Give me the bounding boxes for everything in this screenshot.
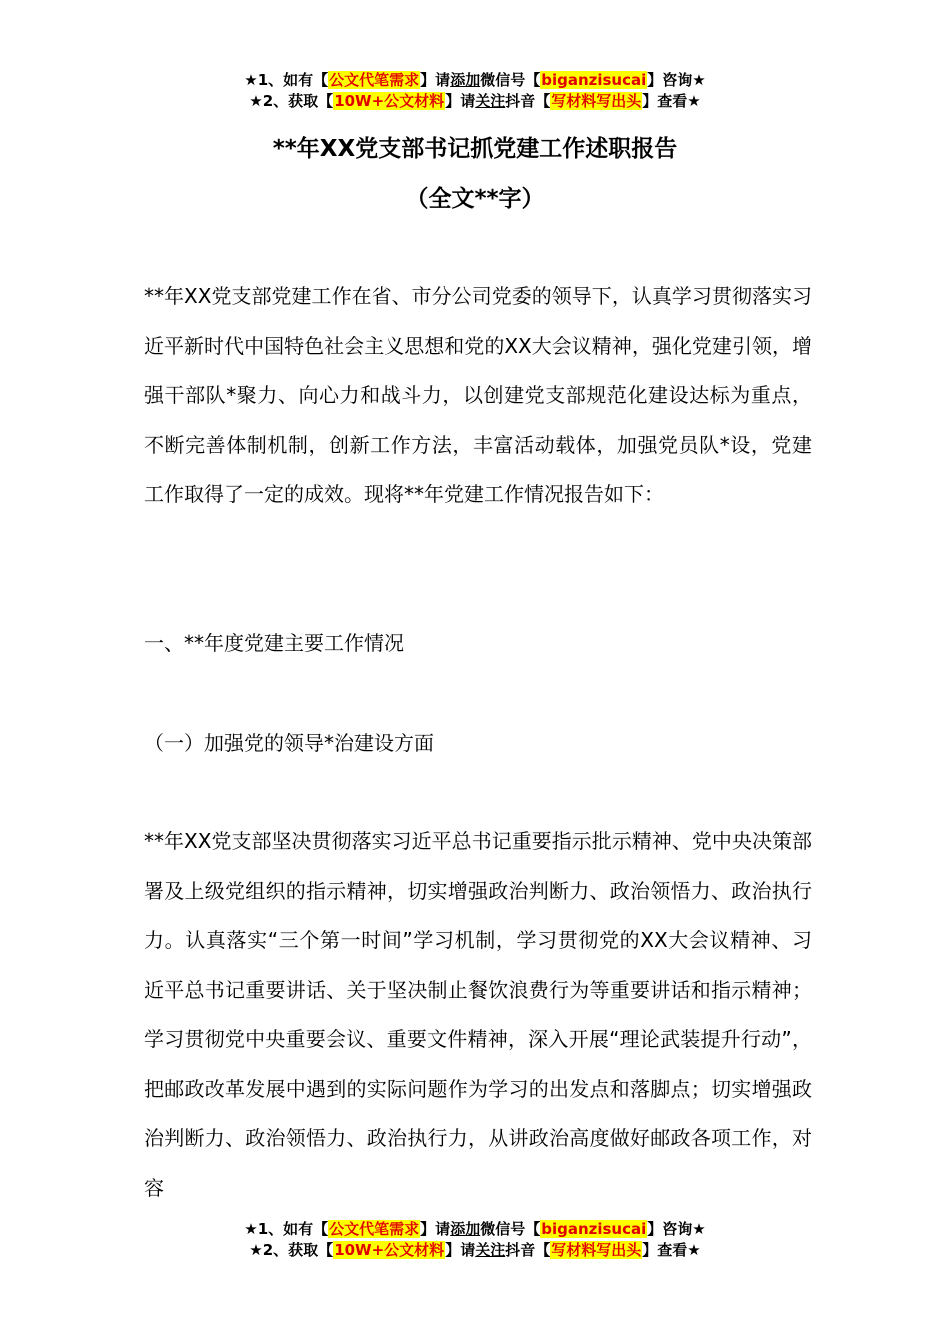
promo-text: 】请 bbox=[420, 1220, 451, 1238]
promo-text: 】咨询★ bbox=[647, 1220, 706, 1238]
document-title: **年XX党支部书记抓党建工作述职报告 bbox=[272, 136, 678, 162]
promo-highlight: 10W+公文材料 bbox=[334, 92, 445, 110]
promo-highlight: 公文代笔需求 bbox=[329, 1220, 420, 1238]
paragraph-intro bbox=[144, 272, 812, 520]
promo-underline: 添加 bbox=[450, 71, 481, 89]
promo-line-2 bbox=[0, 91, 950, 112]
paragraph-text: **年XX党支部坚决贯彻落实习近平总书记重要指示批示精神、党中央决策部署及上级党组织的指示精神，切实增强政治判断力、政治领悟力、政治执行力。认真落实“三个第一时间”学习机制，学习贯彻党的XX大会议精神、习近平总书记重要讲话、关于坚决制止餐饮浪费行为等重要讲话和指示精神；学习贯彻党中央重要会议、重要文件精神，深入开展“理论武装提升行动”，把邮政改革发展中遇到的实际问题作为学习的出发点和落脚点；切实增强政治判断力、政治领悟力、政治执行力，从讲政治高度做好邮政各项工作，对容 bbox=[144, 829, 812, 1200]
promo-highlight: 写材料写出头 bbox=[551, 1241, 642, 1259]
promo-text: ★1、如有【 bbox=[244, 71, 329, 89]
promo-text: 微信号【 bbox=[480, 1220, 541, 1238]
promo-banner-bottom bbox=[0, 1219, 950, 1261]
promo-text: 】请 bbox=[420, 71, 451, 89]
section-heading bbox=[144, 619, 812, 669]
promo-text: 抖音【 bbox=[505, 92, 551, 110]
promo-text: ★1、如有【 bbox=[244, 1220, 329, 1238]
promo-underline: 关注 bbox=[475, 92, 506, 110]
promo-text: 】请 bbox=[445, 1241, 476, 1259]
heading-text: （一）加强党的领导*治建设方面 bbox=[144, 731, 434, 755]
promo-text: 】查看★ bbox=[642, 92, 701, 110]
promo-text: ★2、获取【 bbox=[249, 92, 334, 110]
promo-text: 】请 bbox=[445, 92, 476, 110]
subsection-heading bbox=[144, 719, 812, 769]
promo-highlight: biganzisucai bbox=[541, 1220, 647, 1238]
document-subtitle: （全文**字） bbox=[405, 186, 545, 212]
promo-line-2 bbox=[0, 1240, 950, 1261]
promo-highlight: 公文代笔需求 bbox=[329, 71, 420, 89]
promo-banner-top bbox=[0, 70, 950, 112]
promo-highlight: biganzisucai bbox=[541, 71, 647, 89]
promo-text: 微信号【 bbox=[480, 71, 541, 89]
paragraph-body bbox=[144, 817, 812, 1213]
promo-line-1 bbox=[0, 1219, 950, 1240]
promo-underline: 关注 bbox=[475, 1241, 506, 1259]
promo-text: 】查看★ bbox=[642, 1241, 701, 1259]
paragraph-text: **年XX党支部党建工作在省、市分公司党委的领导下，认真学习贯彻落实习近平新时代中国特色社会主义思想和党的XX大会议精神，强化党建引领，增强干部队*聚力、向心力和战斗力，以创建党支部规范化建设达标为重点，不断完善体制机制，创新工作方法，丰富活动载体，加强党员队*设，党建工作取得了一定的成效。现将**年党建工作情况报告如下： bbox=[144, 284, 812, 506]
promo-line-1 bbox=[0, 70, 950, 91]
heading-text: 一、**年度党建主要工作情况 bbox=[144, 631, 404, 655]
promo-text: ★2、获取【 bbox=[249, 1241, 334, 1259]
promo-text: 抖音【 bbox=[505, 1241, 551, 1259]
promo-highlight: 写材料写出头 bbox=[551, 92, 642, 110]
promo-text: 】咨询★ bbox=[647, 71, 706, 89]
promo-highlight: 10W+公文材料 bbox=[334, 1241, 445, 1259]
promo-underline: 添加 bbox=[450, 1220, 481, 1238]
